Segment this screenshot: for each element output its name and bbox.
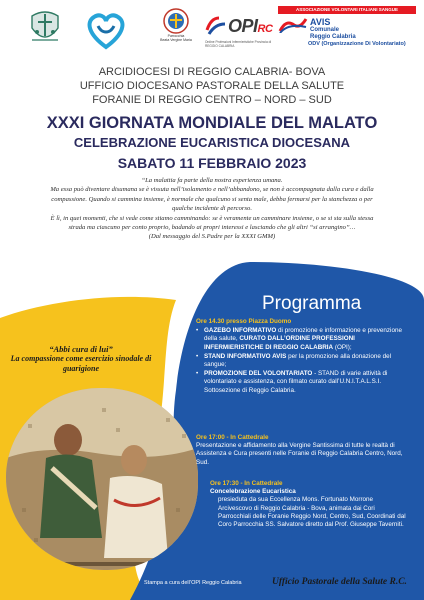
opi-suffix: RC <box>257 23 273 35</box>
mosaic-caption-title: “Abbi cura di lui” <box>49 344 113 354</box>
slot-text: presieduta da sua Eccellenza Mons. Fortunato Morrone Arcivescovo di Reggio Calabria - Bova, animata dai Cori Parrocchiali delle Foranie Reggio Nord, Centro, Sud, Coordinati dal Coro Parrocchia SS. Salvatore diretto dal Prof. Giuseppe Taverniti. <box>218 496 406 529</box>
list-item <box>196 353 408 369</box>
quote-line: È lì, in quei momenti, che si vede come stiamo camminando: se è veramente un camminare insieme, o se si sta sulla stessa <box>50 214 374 222</box>
slot-list <box>196 327 408 395</box>
item-text: - STAND di varie attività di volontariato e assistenza, con filmato curato dall’U.N.I.T.A.L.S.I. Sottosezione di Reggio Calabria. <box>204 370 388 394</box>
org-line-3: FORANIE DI REGGIO CENTRO – NORD – SUD <box>92 94 332 106</box>
mosaic-caption-subtitle: La compassione come esercizio sinodale di guarigione <box>10 354 152 373</box>
avis-name: AVIS <box>310 17 331 27</box>
opi-caption: Ordine Professioni Infermieristiche Provincia di REGGIO CALABRIA <box>205 40 272 48</box>
good-samaritan-mosaic <box>6 388 198 570</box>
slot-time: Ore 14.30 presso Piazza Duomo <box>196 318 292 325</box>
item-bold: STAND INFORMATIVO AVIS <box>204 352 287 360</box>
opi-logo-text <box>228 16 272 37</box>
opi-text: OPI <box>228 16 258 36</box>
opi-logo <box>205 14 273 56</box>
mosaic-image <box>6 388 198 570</box>
slot-text: Presentazione e affidamento alla Vergine Santissima di tutte le realtà di Assistenza e Cura presenti nelle Foranie di Reggio Calabria Centro, Nord, Sud. <box>196 442 403 466</box>
logo-strip <box>0 0 424 58</box>
parish-seal-icon <box>163 8 189 34</box>
list-item <box>196 370 408 395</box>
item-text: di promozione e informazione e prevenzione della salute, <box>204 327 402 343</box>
avis-banner: ASSOCIAZIONE VOLONTARI ITALIANI SANGUE <box>278 6 416 14</box>
printed-by-note: Stampa a cura dell’OPI Reggio Calabria <box>144 580 242 586</box>
diocese-coat-of-arms-icon <box>28 10 62 46</box>
quote-line: Ma essa può diventare disumana se è vissuta nell’isolamento e nell’abbandono, se non è accompagnata dalla cura e dalla <box>50 186 374 194</box>
avis-location-1: Comunale <box>310 27 340 33</box>
quote-line: strada ma ciascuno per conto proprio, badando ai propri interessi e lasciando che gli altri “si arrangino”… <box>68 224 356 232</box>
slot-time: Ore 17:30 - In Cattedrale <box>210 480 283 487</box>
quote-line: compassione. Quando si cammina insieme, è normale che qualcuno si senta male, debba fermarsi per la stanchezza o per <box>51 195 373 203</box>
programme-slot <box>196 434 408 467</box>
event-date: SABATO 11 FEBBRAIO 2023 <box>117 155 307 171</box>
item-bold-2: CURATO DALL’ORDINE PROFESSIONI INFERMIERISTICHE DI REGGIO CALABRIA <box>204 335 355 351</box>
slot-time: Ore 17:00 - In Cattedrale <box>196 434 269 441</box>
parish-seal-caption: Parrocchia Beata Vergine Maria <box>160 34 192 42</box>
org-line-1: ARCIDIOCESI DI REGGIO CALABRIA- BOVA <box>98 66 326 78</box>
avis-logo <box>278 6 416 52</box>
opi-mark-icon <box>205 16 227 38</box>
item-bold: GAZEBO INFORMATIVO <box>204 327 277 335</box>
list-item <box>196 327 408 352</box>
item-text-2: (OPI); <box>333 343 352 351</box>
item-bold: PROMOZIONE DEL VOLONTARIATO <box>204 370 313 378</box>
programme-slot <box>210 480 406 529</box>
avis-location-2: Reggio Calabria <box>310 34 356 40</box>
quote-source: (Dal messaggio del S.Padre per la XXXI GMM) <box>148 233 276 241</box>
org-line-2: UFFICIO DIOCESANO PASTORALE DELLA SALUTE <box>79 80 345 92</box>
item-text: per la promozione alla donazione del sangue; <box>204 352 391 369</box>
heart-hands-logo-icon <box>84 12 128 50</box>
avis-odv: ODV (Organizzazione Di Volontariato) <box>308 41 406 47</box>
quote-line: qualche incidente di percorso. <box>172 205 252 213</box>
parish-logo <box>158 8 194 54</box>
avis-location <box>310 27 356 41</box>
quote-line: “La malattia fa parte della nostra esperienza umana. <box>141 177 283 184</box>
page-subtitle: CELEBRAZIONE EUCARISTICA DIOCESANA <box>73 135 351 150</box>
avis-mark-icon <box>278 17 308 33</box>
page-title: XXXI GIORNATA MONDIALE DEL MALATO <box>46 114 378 132</box>
slot-heading: Concelebrazione Eucaristica <box>210 488 296 496</box>
programme-slot <box>196 318 408 395</box>
programme-title: Programma <box>262 293 362 314</box>
office-signature: Ufficio Pastorale della Salute R.C. <box>272 577 407 587</box>
pope-quote <box>14 176 410 242</box>
mosaic-caption <box>6 344 156 373</box>
